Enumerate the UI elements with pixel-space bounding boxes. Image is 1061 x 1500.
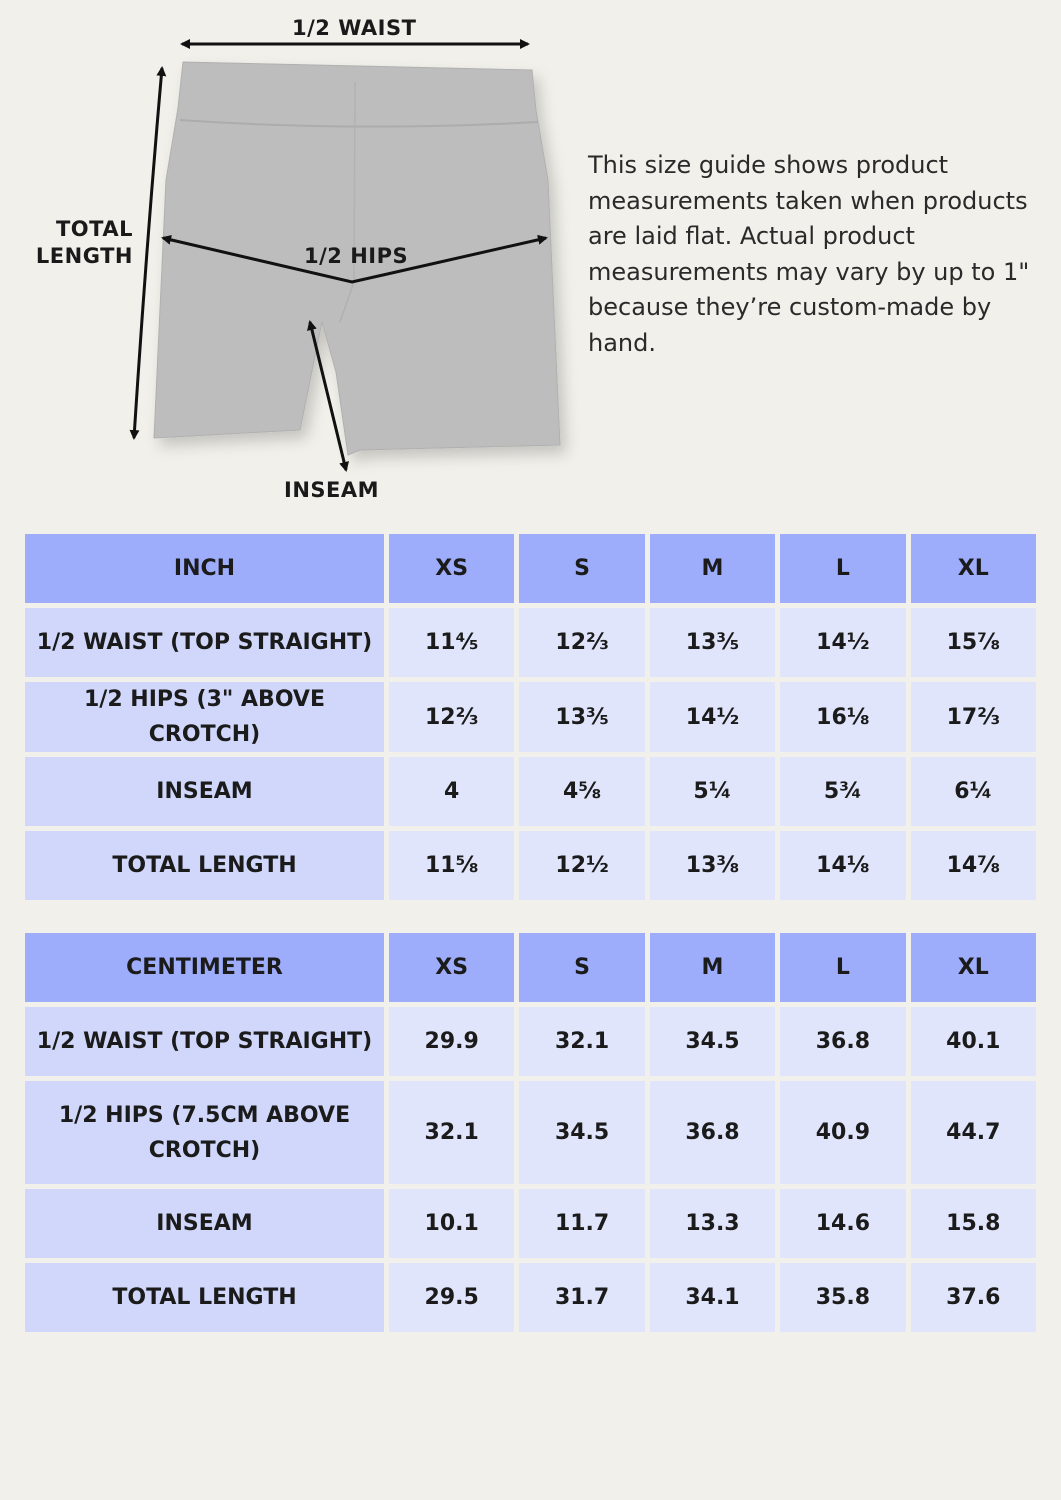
table-cell: 15.8 (911, 1189, 1036, 1258)
table-cell: 40.9 (780, 1081, 905, 1184)
row-label: 1/2 WAIST (TOP STRAIGHT) (25, 608, 384, 677)
table-cell: 37.6 (911, 1263, 1036, 1332)
table-row (25, 1263, 1036, 1332)
half-hips-label: 1/2 HIPS (304, 244, 409, 268)
table-cell: 29.9 (389, 1007, 514, 1076)
table-cell: 13⅗ (650, 608, 775, 677)
table-row (25, 831, 1036, 900)
table-cell: 11⅝ (389, 831, 514, 900)
table-cell: 5¼ (650, 757, 775, 826)
table-cell: 10.1 (389, 1189, 514, 1258)
table-cell: 16⅛ (780, 682, 905, 752)
size-header-l: L (780, 933, 905, 1002)
size-header-l: L (780, 534, 905, 603)
table-cell: 44.7 (911, 1081, 1036, 1184)
table-cell: 14.6 (780, 1189, 905, 1258)
table-cell: 35.8 (780, 1263, 905, 1332)
row-label: INSEAM (25, 757, 384, 826)
table-cell: 14⅛ (780, 831, 905, 900)
table-row (25, 757, 1036, 826)
size-header-xl: XL (911, 933, 1036, 1002)
table-row (25, 1081, 1036, 1184)
row-label: 1/2 HIPS (3" ABOVE CROTCH) (25, 682, 384, 752)
size-header-xl: XL (911, 534, 1036, 603)
table-cell: 34.5 (519, 1081, 644, 1184)
row-label: TOTAL LENGTH (25, 831, 384, 900)
table-cell: 34.5 (650, 1007, 775, 1076)
table-cell: 5¾ (780, 757, 905, 826)
size-header-m: M (650, 933, 775, 1002)
unit-header: INCH (25, 534, 384, 603)
table-cell: 32.1 (389, 1081, 514, 1184)
table-cell: 36.8 (650, 1081, 775, 1184)
half-waist-label: 1/2 WAIST (292, 16, 417, 40)
inch-size-table (20, 529, 1041, 905)
unit-header: CENTIMETER (25, 933, 384, 1002)
table-cell: 12⅔ (389, 682, 514, 752)
row-label: TOTAL LENGTH (25, 1263, 384, 1332)
table-cell: 11.7 (519, 1189, 644, 1258)
table-cell: 36.8 (780, 1007, 905, 1076)
table-cell: 14½ (780, 608, 905, 677)
size-guide-description: This size guide shows product measurements taken when products are laid flat. Actual product measurements may vary by up to 1" because they’re custom-made by hand. (588, 151, 1030, 357)
row-label: 1/2 HIPS (7.5CM ABOVE CROTCH) (25, 1081, 384, 1184)
table-cell: 40.1 (911, 1007, 1036, 1076)
table-cell: 11⅘ (389, 608, 514, 677)
table-cell: 34.1 (650, 1263, 775, 1332)
table-cell: 12⅔ (519, 608, 644, 677)
table-cell: 14⅞ (911, 831, 1036, 900)
row-label: INSEAM (25, 1189, 384, 1258)
total-length-label: TOTAL LENGTH (35, 217, 133, 268)
table-cell: 32.1 (519, 1007, 644, 1076)
row-label: 1/2 WAIST (TOP STRAIGHT) (25, 1007, 384, 1076)
table-row (25, 682, 1036, 752)
size-header-m: M (650, 534, 775, 603)
table-cell: 14½ (650, 682, 775, 752)
table-cell: 13⅜ (650, 831, 775, 900)
table-row (25, 1189, 1036, 1258)
table-cell: 13⅗ (519, 682, 644, 752)
size-header-s: S (519, 933, 644, 1002)
table-cell: 31.7 (519, 1263, 644, 1332)
table-row (25, 1007, 1036, 1076)
size-header-s: S (519, 534, 644, 603)
table-cell: 15⅞ (911, 608, 1036, 677)
size-header-xs: XS (389, 933, 514, 1002)
table-cell: 6¼ (911, 757, 1036, 826)
centimeter-size-table (20, 928, 1041, 1337)
table-cell: 4 (389, 757, 514, 826)
inseam-label: INSEAM (284, 478, 380, 502)
table-cell: 17⅔ (911, 682, 1036, 752)
table-cell: 12½ (519, 831, 644, 900)
size-header-xs: XS (389, 534, 514, 603)
measurement-diagram (0, 0, 580, 510)
table-cell: 29.5 (389, 1263, 514, 1332)
table-row (25, 608, 1036, 677)
table-cell: 4⅝ (519, 757, 644, 826)
table-cell: 13.3 (650, 1189, 775, 1258)
